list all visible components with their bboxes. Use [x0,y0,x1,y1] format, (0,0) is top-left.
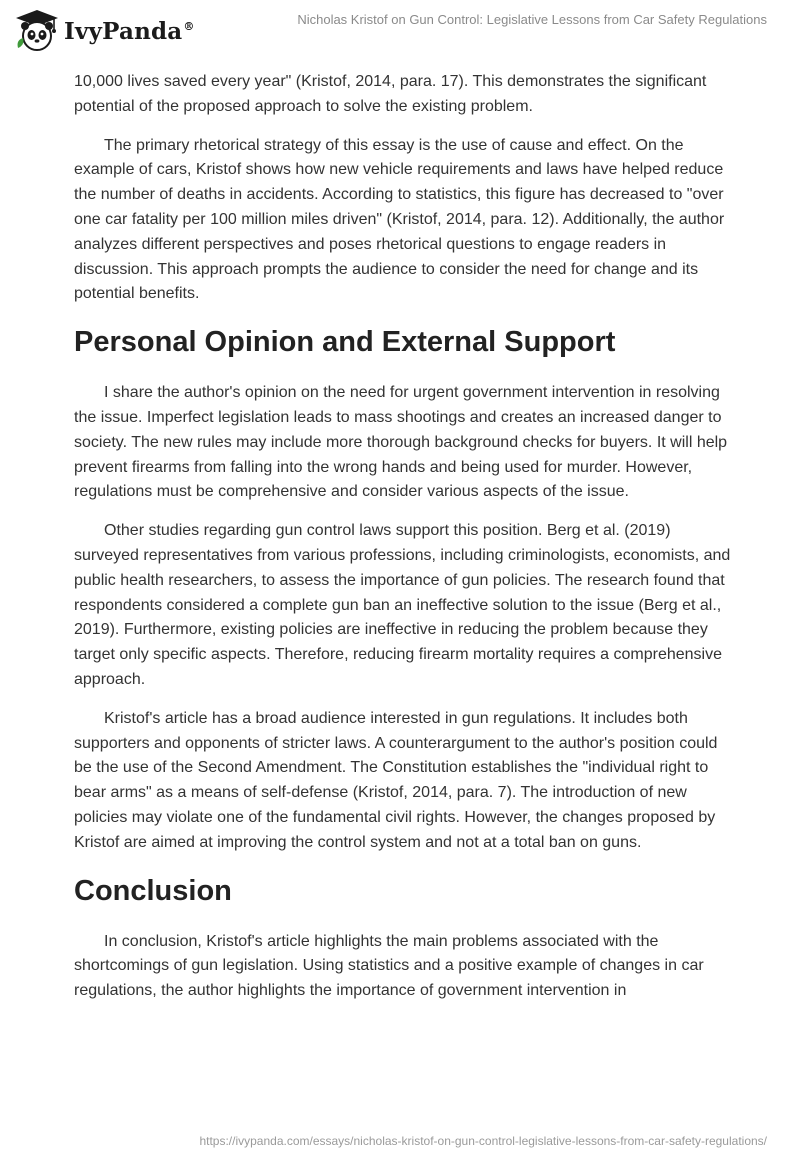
registered-mark: ® [183,19,195,33]
page-header [0,0,800,60]
paragraph-rhetorical-strategy: The primary rhetorical strategy of this essay is the use of cause and effect. On the example of cars, Kristof shows how new vehicle requirements and laws have helped reduce the number of deaths in accidents. According to statistics, this figure has decreased to "over one car fatality per 100 million miles driven" (Kristof, 2014, para. 12). Additionally, the author analyzes different perspectives and poses rhetorical questions to engage readers in discussion. This approach prompts the audience to consider the need for change and its potential benefits. [74,136,725,303]
heading-conclusion: Conclusion [74,874,232,907]
paragraph-continued: 10,000 lives saved every year" (Kristof, 2014, para. 17). This demonstrates the significant potential of the proposed approach to solve the existing problem. [74,73,707,115]
heading-personal-opinion: Personal Opinion and External Support [74,326,616,359]
essay-body [74,70,734,1018]
paragraph-counterargument: Kristof's article has a broad audience interested in gun regulations. It includes both supporters and opponents of stricter laws. A counterargument to the author's position could be the use of the Second Amendment. The Constitution establishes the "individual right to bear arms" as a means of self-defense (Kristof, 2014, para. 7). The introduction of new policies may violate one of the fundamental civil rights. However, the changes proposed by Kristof are aimed at improving the control system and not at a total ban on guns. [74,709,718,851]
paragraph-author-opinion: I share the author's opinion on the need for urgent government intervention in resolving the issue. Imperfect legislation leads to mass shootings and creates an increased danger to society. The new rules may include more thorough background checks for buyers. It will help prevent firearms from falling into the wrong hands and being used for murder. However, regulations must be comprehensive and consider various aspects of the issue. [74,384,728,501]
brand-name: IvyPanda® [64,17,195,45]
brand-logo[interactable] [14,8,195,54]
source-url[interactable]: https://ivypanda.com/essays/nicholas-kristof-on-gun-control-legislative-lessons-from-car-safety-regulations/ [199,1134,767,1148]
paragraph-other-studies: Other studies regarding gun control laws support this position. Berg et al. (2019) surveyed representatives from various professions, including criminologists, economists, and public health researchers, to assess the importance of gun policies. The research found that respondents considered a complete gun ban an ineffective solution to the issue (Berg et al., 2019). Furthermore, existing policies are ineffective in reducing the problem because they target only specific aspects. Therefore, reducing firearm mortality requires a comprehensive approach. [74,522,731,688]
document-title: Nicholas Kristof on Gun Control: Legislative Lessons from Car Safety Regulations [297,12,767,27]
paragraph-conclusion: In conclusion, Kristof's article highlights the main problems associated with the shortcomings of gun legislation. Using statistics and a positive example of changes in car regulations, the author highlights the importance of government intervention in [74,932,704,1000]
graduate-panda-icon [14,8,60,54]
